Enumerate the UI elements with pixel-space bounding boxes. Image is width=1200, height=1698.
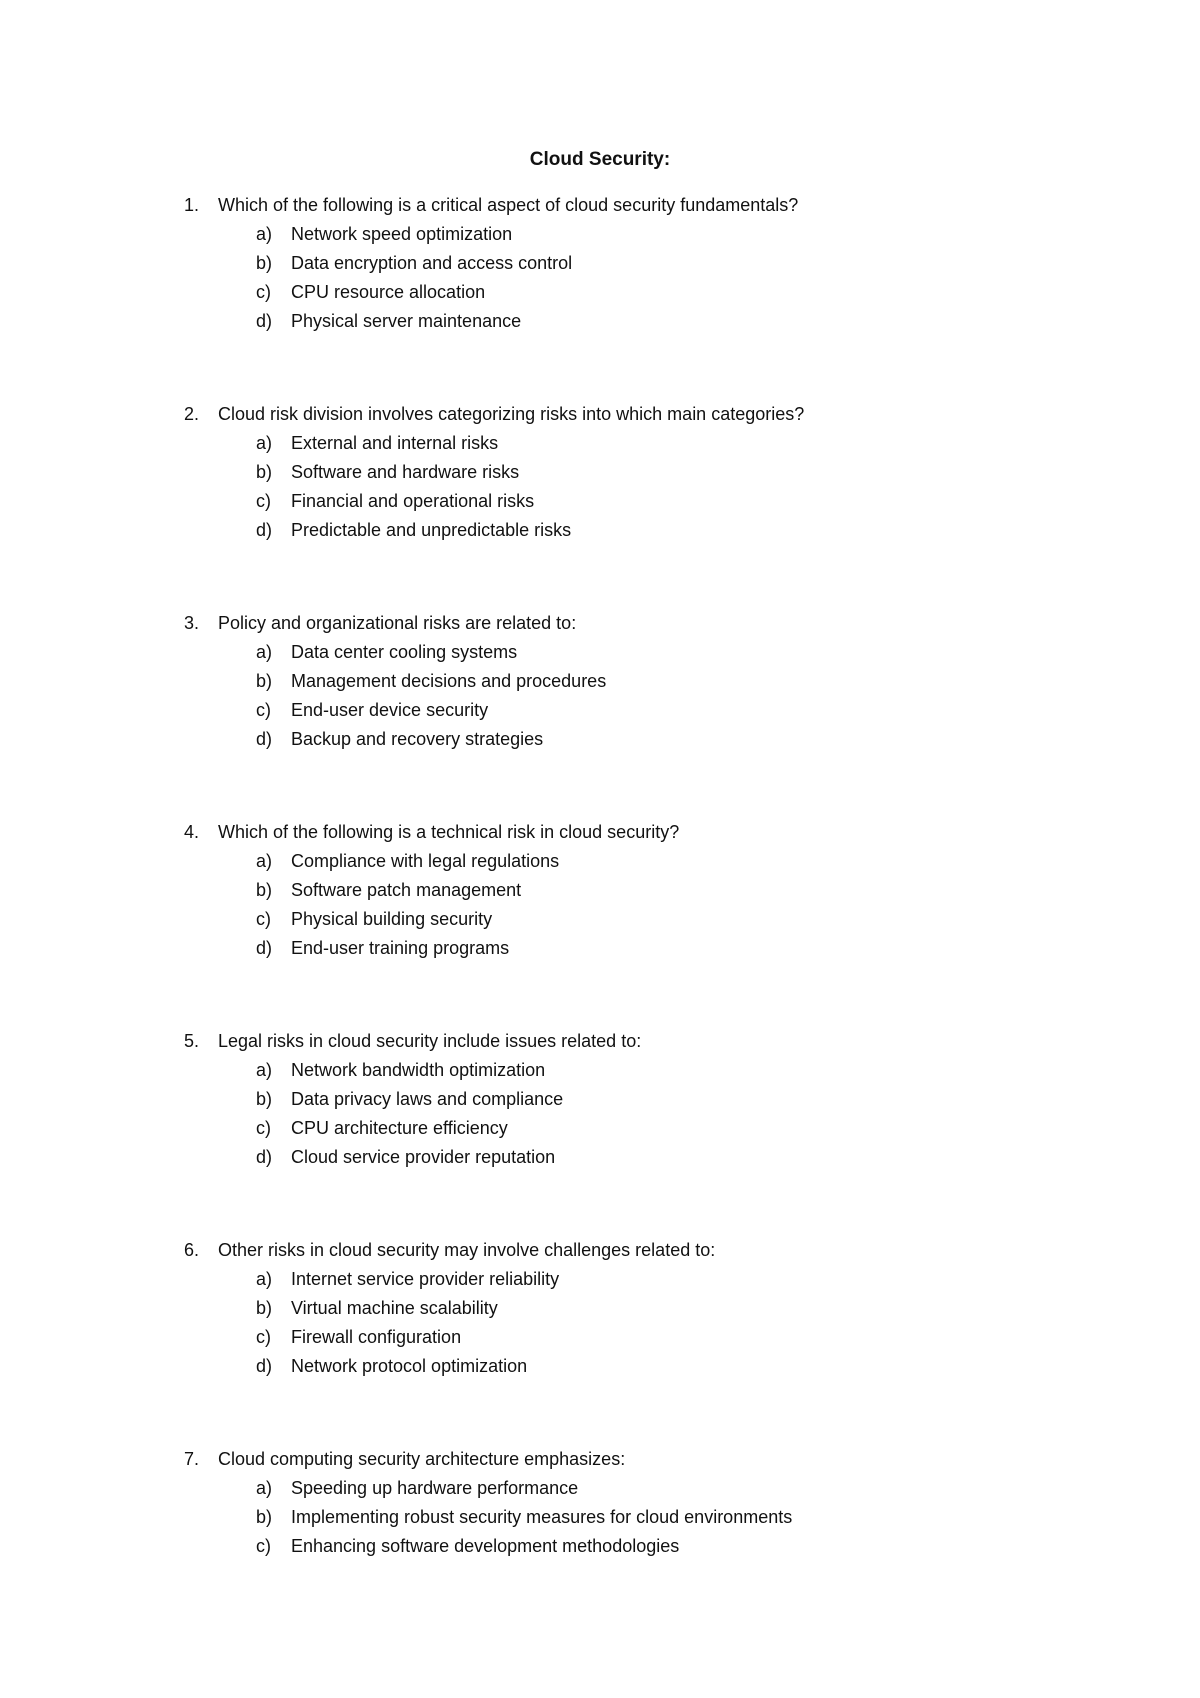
option-letter: a) [256,224,273,244]
document-title: Cloud Security: [529,149,671,170]
answer-option [0,249,1200,278]
answer-option [0,1532,1200,1561]
option-text: Compliance with legal regulations [291,851,560,871]
option-letter: b) [256,671,273,691]
option-text: Network speed optimization [291,224,513,244]
answer-option [0,1323,1200,1352]
option-letter: b) [256,1298,273,1318]
option-letter: c) [256,1536,271,1556]
question-item [0,1027,1200,1236]
question-item [0,1445,1200,1654]
question-number: 5. [184,1031,200,1051]
answer-option [0,1143,1200,1172]
option-text: Physical server maintenance [291,311,522,331]
answer-option [0,1056,1200,1085]
option-text: External and internal risks [291,433,499,453]
option-letter: d) [256,1147,273,1167]
question-row [0,1236,1200,1265]
question-text: Policy and organizational risks are related to: [218,613,577,633]
question-text: Cloud risk division involves categorizing risks into which main categories? [218,404,805,424]
option-text: Firewall configuration [291,1327,462,1347]
option-text: Network protocol optimization [291,1356,528,1376]
question-number: 3. [184,613,200,633]
option-text: End-user training programs [291,938,510,958]
option-letter: d) [256,729,273,749]
answer-option [0,1114,1200,1143]
answer-option [0,458,1200,487]
option-text: Financial and operational risks [291,491,535,511]
option-text: Management decisions and procedures [291,671,607,691]
option-letter: c) [256,282,271,302]
question-number: 1. [184,195,200,215]
question-number: 7. [184,1449,200,1469]
option-letter: b) [256,253,273,273]
answer-option [0,1265,1200,1294]
answer-option [0,1085,1200,1114]
option-letter: b) [256,462,273,482]
question-list [0,191,1200,1654]
question-number: 6. [184,1240,200,1260]
question-number: 4. [184,822,200,842]
question-text: Cloud computing security architecture emphasizes: [218,1449,626,1469]
question-row [0,1445,1200,1474]
question-item [0,1236,1200,1445]
question-text: Legal risks in cloud security include issues related to: [218,1031,642,1051]
option-text: Internet service provider reliability [291,1269,560,1289]
option-text: Predictable and unpredictable risks [291,520,572,540]
option-text: Enhancing software development methodologies [291,1536,680,1556]
answer-option [0,905,1200,934]
option-letter: b) [256,880,273,900]
option-text: Software and hardware risks [291,462,520,482]
answer-option [0,307,1200,336]
question-text: Other risks in cloud security may involve challenges related to: [218,1240,716,1260]
answer-option [0,516,1200,545]
option-text: Data encryption and access control [291,253,573,273]
option-letter: a) [256,1060,273,1080]
question-item [0,818,1200,1027]
answer-option [0,1294,1200,1323]
option-letter: d) [256,1356,273,1376]
answer-option [0,429,1200,458]
option-letter: a) [256,1478,273,1498]
option-letter: a) [256,642,273,662]
question-row [0,191,1200,220]
option-text: Data privacy laws and compliance [291,1089,564,1109]
option-text: Cloud service provider reputation [291,1147,556,1167]
option-letter: c) [256,491,271,511]
option-text: CPU resource allocation [291,282,486,302]
option-text: Backup and recovery strategies [291,729,544,749]
option-letter: b) [256,1089,273,1109]
option-letter: d) [256,938,273,958]
answer-option [0,1352,1200,1381]
option-text: Network bandwidth optimization [291,1060,546,1080]
question-number: 2. [184,404,200,424]
question-row [0,1027,1200,1056]
answer-option [0,847,1200,876]
option-letter: d) [256,520,273,540]
option-letter: c) [256,700,271,720]
option-text: Speeding up hardware performance [291,1478,579,1498]
answer-option [0,1474,1200,1503]
option-text: Virtual machine scalability [291,1298,498,1318]
answer-option [0,1503,1200,1532]
option-letter: c) [256,909,271,929]
answer-option [0,487,1200,516]
answer-option [0,876,1200,905]
option-letter: a) [256,851,273,871]
answer-option [0,278,1200,307]
option-text: Physical building security [291,909,493,929]
question-text: Which of the following is a technical risk in cloud security? [218,822,680,842]
option-text: Implementing robust security measures for cloud environments [291,1507,793,1527]
answer-option [0,696,1200,725]
option-letter: c) [256,1118,271,1138]
option-text: End-user device security [291,700,489,720]
answer-option [0,638,1200,667]
option-letter: b) [256,1507,273,1527]
question-item [0,609,1200,818]
option-text: CPU architecture efficiency [291,1118,508,1138]
question-row [0,400,1200,429]
answer-option [0,220,1200,249]
question-item [0,400,1200,609]
option-letter: a) [256,1269,273,1289]
answer-option [0,934,1200,963]
question-row [0,609,1200,638]
answer-option [0,667,1200,696]
option-letter: a) [256,433,273,453]
question-text: Which of the following is a critical aspect of cloud security fundamentals? [218,195,799,215]
option-letter: c) [256,1327,271,1347]
answer-option [0,725,1200,754]
option-text: Data center cooling systems [291,642,518,662]
question-row [0,818,1200,847]
question-item [0,191,1200,400]
option-letter: d) [256,311,273,331]
option-text: Software patch management [291,880,522,900]
